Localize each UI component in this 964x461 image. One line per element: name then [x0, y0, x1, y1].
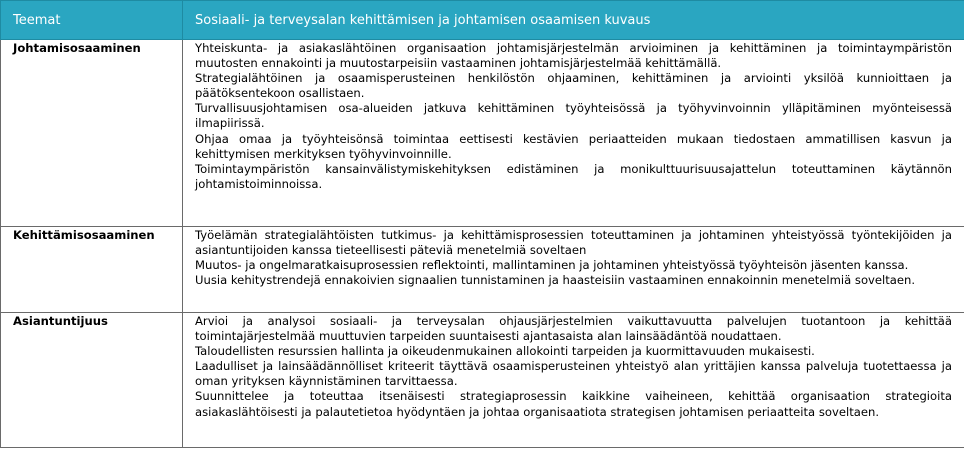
table-row: [1, 227, 964, 313]
header-topic: Teemat: [1, 1, 183, 40]
table-row: [1, 40, 964, 227]
description-line: Turvallisuusjohtamisen osa-alueiden jatkuva kehittäminen työyhteisössä ja työhyvinvoinnin ylläpitäminen myönteisessä ilmapiirissä.: [195, 101, 952, 131]
description-line: Laadulliset ja lainsäädännölliset kriteerit täyttävä osaamisperusteinen yhteistyö alan yrittäjien kanssa palveluja tuotettaessa ja oman yrityksen käynnistäminen tarvittaessa.: [195, 359, 952, 389]
description-line: Arvioi ja analysoi sosiaali- ja terveysalan ohjausjärjestelmien vaikuttavuutta palvelujen tuotantoon ja kehittää toimintajärjestelmää muuttuvien tarpeiden suuntaisesti ajantasaista alan lainsäädäntöä noudattaen.: [195, 314, 952, 344]
header-description: Sosiaali- ja terveysalan kehittämisen ja johtamisen osaamisen kuvaus: [183, 1, 964, 40]
row-description: [183, 227, 964, 313]
row-topic: Asiantuntijuus: [1, 313, 183, 448]
description-line: Strategialähtöinen ja osaamisperusteinen henkilöstön ohjaaminen, kehittäminen ja arviointi yksilöä kunnioittaen ja päätöksentekoon osallistaen.: [195, 71, 952, 101]
row-description: [183, 40, 964, 227]
row-description: [183, 313, 964, 448]
description-line: Ohjaa omaa ja työyhteisönsä toimintaa eettisesti kestävien periaatteiden mukaan tiedostaen ammatillisen kasvun ja kehittymisen merkityksen työhyvinvoinnille.: [195, 131, 952, 161]
table-row: [1, 313, 964, 448]
description-line: Uusia kehitystrendejä ennakoivien signaalien tunnistaminen ja haasteisiin vastaaminen ennakoinnin menetelmiä soveltaen.: [195, 273, 916, 288]
row-topic: Johtamisosaaminen: [1, 40, 183, 227]
description-line: Työelämän strategialähtöisten tutkimus- ja kehittämisprosessien toteuttaminen ja johtaminen yhteistyössä työntekijöiden ja asiantuntijoiden kanssa tieteellisesti päteviä menetelmiä soveltaen: [195, 228, 952, 258]
description-line: Muutos- ja ongelmaratkaisuprosessien reflektointi, mallintaminen ja johtaminen yhteistyössä työyhteisön jäsenten kanssa.: [195, 258, 909, 273]
description-line: Toimintaympäristön kansainvälistymiskehityksen edistäminen ja monikulttuurisuusajattelun toteuttaminen käytännön johtamistoiminnoissa.: [195, 161, 952, 191]
description-line: Suunnittelee ja toteuttaa itsenäisesti strategiaprosessin kaikkine vaiheineen, kehittää organisaation strategioita asiakaslähtöisesti ja palautetietoa hyödyntäen ja johtaa organisaatiota strategisen johtamisen periaatteita soveltaen.: [195, 389, 952, 419]
description-line: Yhteiskunta- ja asiakaslähtöinen organisaation johtamisjärjestelmän arvioiminen ja kehittäminen ja toimintaympäristön muutosten ennakointi ja muutostarpeisiin vastaaminen johtamisjärjestelmää kehittämällä.: [195, 41, 952, 71]
row-topic: Kehittämisosaaminen: [1, 227, 183, 313]
header-row: [1, 1, 964, 40]
description-line: Taloudellisten resurssien hallinta ja oikeudenmukainen allokointi tarpeiden ja kuormittavuuden mukaisesti.: [195, 344, 815, 359]
